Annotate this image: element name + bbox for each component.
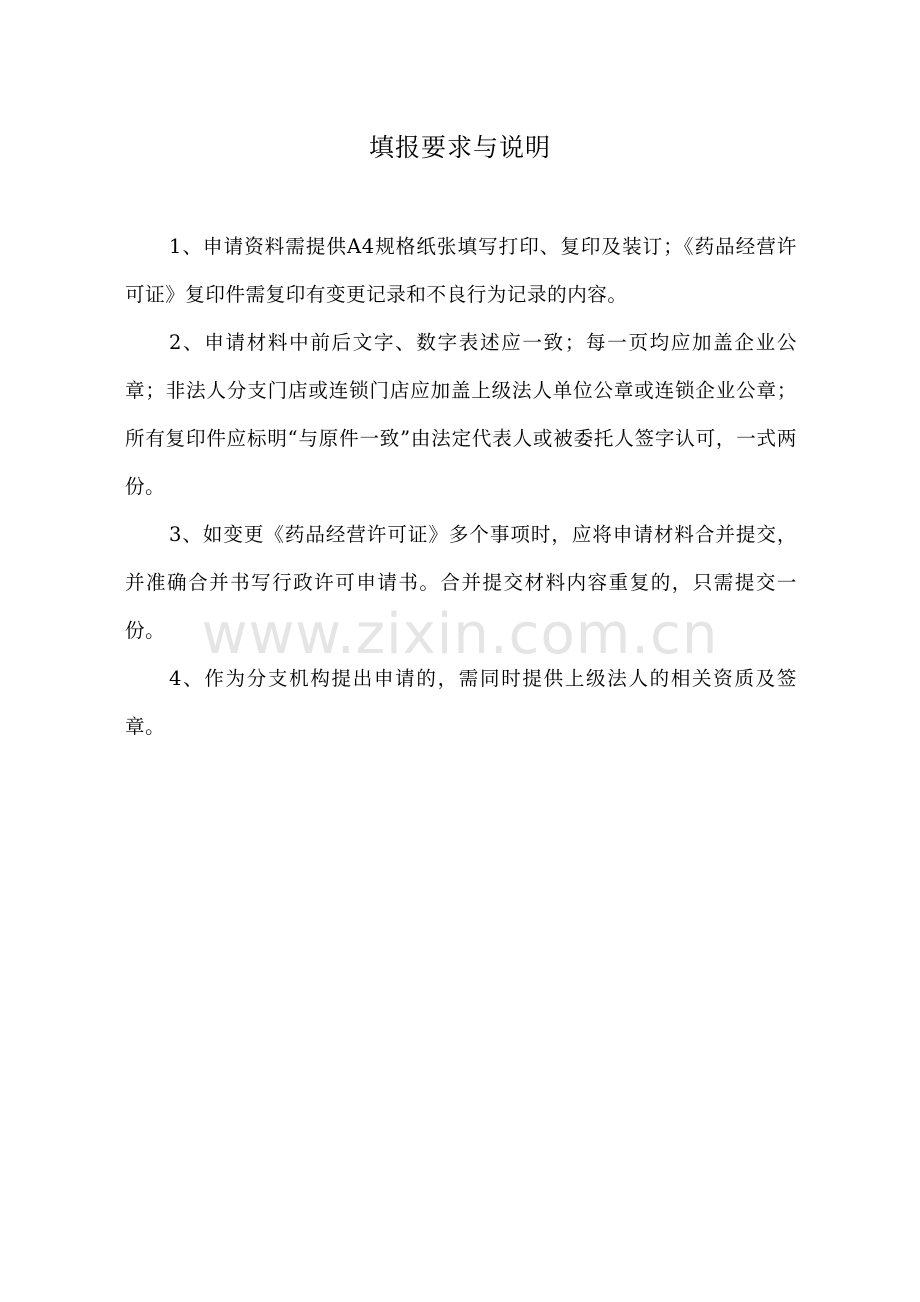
- instruction-paragraph-3: 3、如变更《药品经营许可证》多个事项时，应将申请材料合并提交，并准确合并书写行政许可申请书。合并提交材料内容重复的，只需提交一份。: [125, 523, 797, 642]
- document-title: 填报要求与说明: [368, 133, 551, 162]
- instruction-paragraph-1: 1、申请资料需提供A4规格纸张填写打印、复印及装订；《药品经营许可证》复印件需复印有变更记录和不良行为记录的内容。: [125, 235, 797, 306]
- instructions-body: [125, 223, 797, 751]
- instruction-paragraph-4: 4、作为分支机构提出申请的，需同时提供上级法人的相关资质及签章。: [125, 667, 797, 738]
- watermark: www.zixin.com.cn: [201, 602, 719, 667]
- instruction-paragraph-2: 2、申请材料中前后文字、数字表述应一致；每一页均应加盖企业公章；非法人分支门店或连锁门店应加盖上级法人单位公章或连锁企业公章；所有复印件应标明“与原件一致”由法定代表人或被委托人签字认可，一式两份。: [125, 331, 797, 498]
